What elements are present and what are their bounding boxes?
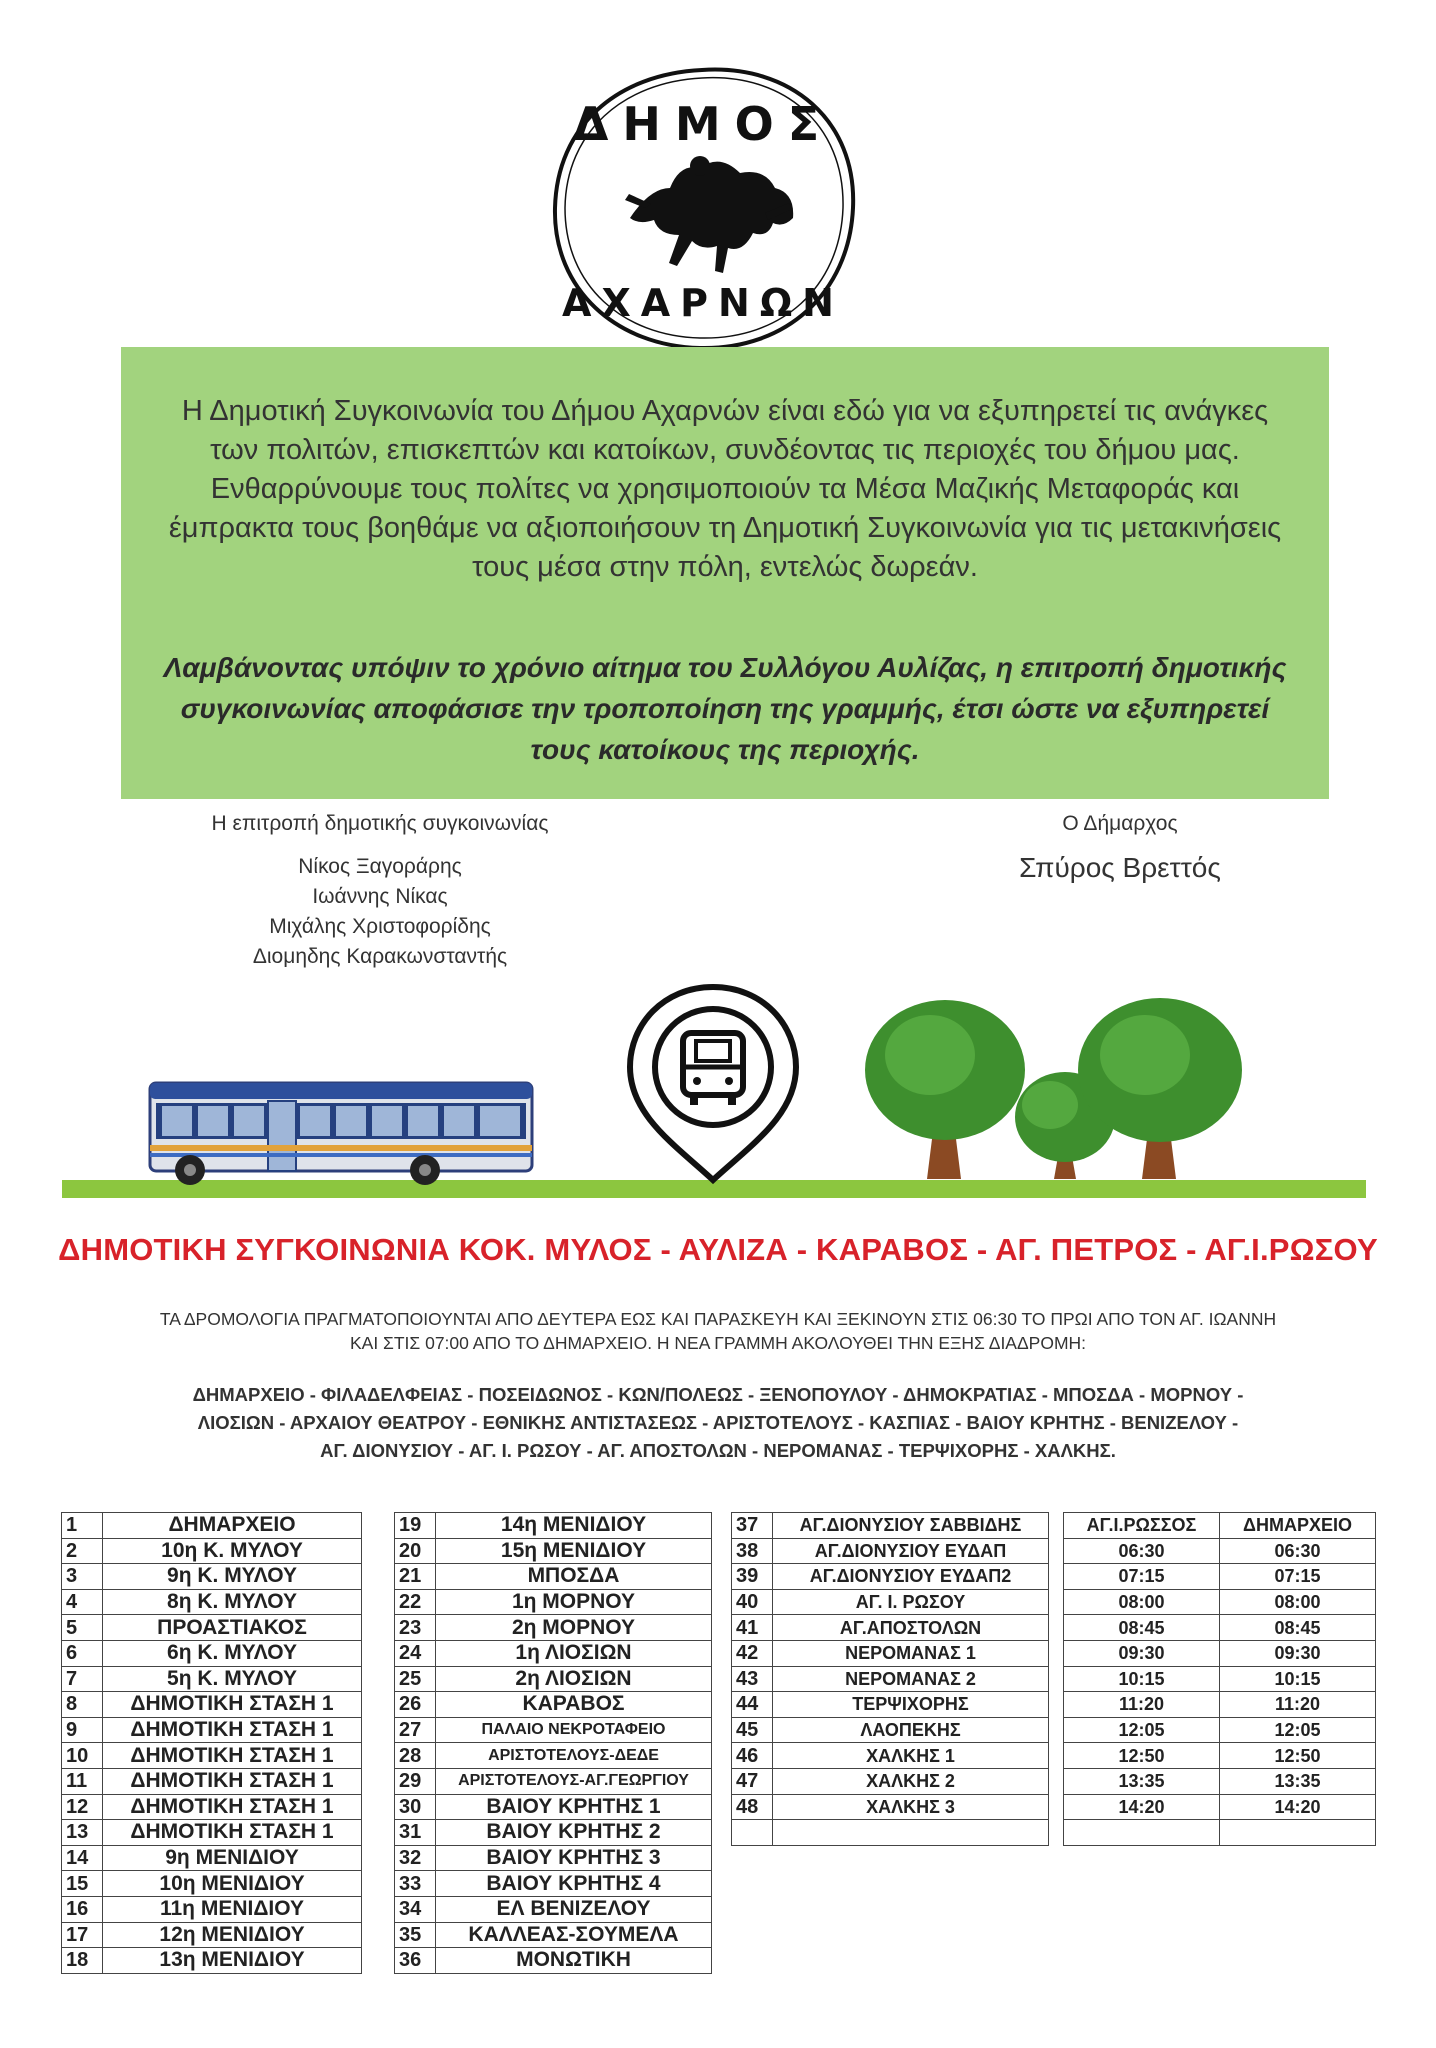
- stop-number: 32: [395, 1845, 436, 1871]
- stop-name: ΔΗΜΟΤΙΚΗ ΣΤΑΣΗ 1: [103, 1692, 362, 1718]
- stop-row: [62, 1896, 362, 1922]
- stop-number: 22: [395, 1589, 436, 1615]
- stop-row: [732, 1666, 1049, 1692]
- stop-number: 46: [732, 1743, 773, 1769]
- intro-highlight: Λαμβάνοντας υπόψιν το χρόνιο αίτημα του Συλλόγου Αυλίζας, η επιτροπή δημοτικής συγκοινωνίας αποφάσισε την τροποποίηση της γραμμής, έτσι ώστε να εξυπηρετεί τους κατοίκους της περιοχής.: [163, 652, 1287, 765]
- timetable-row: [1064, 1743, 1376, 1769]
- stop-row: [395, 1640, 712, 1666]
- stop-number: 24: [395, 1640, 436, 1666]
- stop-number: 27: [395, 1717, 436, 1743]
- stop-number: 20: [395, 1538, 436, 1564]
- stops-table-1: [61, 1512, 362, 1974]
- stop-row: [62, 1871, 362, 1897]
- stop-number: 44: [732, 1692, 773, 1718]
- stop-number: 30: [395, 1794, 436, 1820]
- stop-name: 13η ΜΕΝΙΔΙΟΥ: [103, 1948, 362, 1974]
- stop-name: [773, 1820, 1049, 1846]
- departure-time: 11:20: [1064, 1692, 1220, 1718]
- departure-time: 06:30: [1220, 1538, 1376, 1564]
- stop-name: 2η ΛΙΟΣΙΩΝ: [436, 1666, 712, 1692]
- itinerary-line: ΛΙΟΣΙΩΝ - ΑΡΧΑΙΟΥ ΘΕΑΤΡΟΥ - ΕΘΝΙΚΗΣ ΑΝΤΙΣΤΑΣΕΩΣ - ΑΡΙΣΤΟΤΕΛΟΥΣ - ΚΑΣΠΙΑΣ - ΒΑΙΟΥ ΚΡΗΤΗΣ - ΒΕΝΙΖΕΛΟΥ -: [197, 1412, 1239, 1433]
- committee-member: Νίκος Ξαγοράρης: [298, 855, 462, 878]
- municipality-logo: [535, 58, 870, 358]
- departure-time: 08:00: [1220, 1589, 1376, 1615]
- committee-title: Η επιτροπή δημοτικής συγκοινωνίας: [211, 812, 549, 835]
- stop-number: 35: [395, 1922, 436, 1948]
- itinerary: [90, 1381, 1346, 1465]
- timetable-header: [1064, 1513, 1376, 1539]
- stop-number: 14: [62, 1845, 103, 1871]
- schedule-info: [90, 1307, 1346, 1355]
- stop-number: 25: [395, 1666, 436, 1692]
- stop-name: ΑΡΙΣΤΟΤΕΛΟΥΣ-ΔΕΔΕ: [436, 1743, 712, 1769]
- departure-time: 10:15: [1064, 1666, 1220, 1692]
- stop-row: [732, 1820, 1049, 1846]
- stop-name: ΚΑΡΑΒΟΣ: [436, 1692, 712, 1718]
- stop-number: 15: [62, 1871, 103, 1897]
- stop-row: [395, 1871, 712, 1897]
- stop-number: 17: [62, 1922, 103, 1948]
- stop-name: 6η Κ. ΜΥΛΟΥ: [103, 1640, 362, 1666]
- empty-cell: [1064, 1820, 1220, 1846]
- stop-row: [395, 1538, 712, 1564]
- stop-row: [395, 1513, 712, 1539]
- stop-row: [62, 1922, 362, 1948]
- stop-number: 21: [395, 1564, 436, 1590]
- stop-row: [395, 1768, 712, 1794]
- stop-name: ΜΠΟΣΔΑ: [436, 1564, 712, 1590]
- illustration: [0, 975, 1436, 1205]
- intro-paragraph: Η Δημοτική Συγκοινωνία του Δήμου Αχαρνών είναι εδώ για να εξυπηρετεί τις ανάγκες των πολιτών, επισκεπτών και κατοίκων, συνδέοντας τις περιοχές του δήμου μας. Ενθαρρύνουμε τους πολίτες να χρησιμοποιούν τα Μέσα Μαζικής Μεταφοράς και έμπρακτα τους βοηθάμε να αξιοποιήσουν τη Δημοτική Συγκοινωνία για τις μετακινήσεις τους μέσα στην πόλη, εντελώς δωρεάν.: [168, 395, 1282, 583]
- departure-time: 08:00: [1064, 1589, 1220, 1615]
- stop-number: 48: [732, 1794, 773, 1820]
- committee-members: [150, 852, 610, 972]
- stop-name: ΒΑΙΟΥ ΚΡΗΤΗΣ 4: [436, 1871, 712, 1897]
- stop-name: 10η Κ. ΜΥΛΟΥ: [103, 1538, 362, 1564]
- timetable-column-header: ΔΗΜΑΡΧΕΙΟ: [1220, 1513, 1376, 1539]
- stop-name: 2η ΜΟΡΝΟΥ: [436, 1615, 712, 1641]
- stop-number: 19: [395, 1513, 436, 1539]
- stops-table-2: [394, 1512, 712, 1974]
- stop-number: 10: [62, 1743, 103, 1769]
- stop-name: 1η ΛΙΟΣΙΩΝ: [436, 1640, 712, 1666]
- departure-time: 13:35: [1064, 1768, 1220, 1794]
- stop-name: ΑΡΙΣΤΟΤΕΛΟΥΣ-ΑΓ.ΓΕΩΡΓΙΟΥ: [436, 1768, 712, 1794]
- stop-row: [395, 1589, 712, 1615]
- stop-number: 36: [395, 1948, 436, 1974]
- stop-name: ΔΗΜΟΤΙΚΗ ΣΤΑΣΗ 1: [103, 1820, 362, 1846]
- stop-name: ΜΟΝΩΤΙΚΗ: [436, 1948, 712, 1974]
- stop-row: [732, 1564, 1049, 1590]
- stop-row: [732, 1615, 1049, 1641]
- stop-name: ΧΑΛΚΗΣ 3: [773, 1794, 1049, 1820]
- stop-row: [62, 1615, 362, 1641]
- stop-row: [62, 1820, 362, 1846]
- stop-name: 14η ΜΕΝΙΔΙΟΥ: [436, 1513, 712, 1539]
- stop-name: ΔΗΜΑΡΧΕΙΟ: [103, 1513, 362, 1539]
- stop-number: 26: [395, 1692, 436, 1718]
- stop-number: 3: [62, 1564, 103, 1590]
- stop-row: [62, 1564, 362, 1590]
- stop-number: 37: [732, 1513, 773, 1539]
- stop-name: 10η ΜΕΝΙΔΙΟΥ: [103, 1871, 362, 1897]
- stop-number: 18: [62, 1948, 103, 1974]
- departure-time: 07:15: [1220, 1564, 1376, 1590]
- stop-name: 12η ΜΕΝΙΔΙΟΥ: [103, 1922, 362, 1948]
- stop-row: [395, 1820, 712, 1846]
- stop-name: ΑΓ. Ι. ΡΩΣΟΥ: [773, 1589, 1049, 1615]
- stop-name: ΧΑΛΚΗΣ 2: [773, 1768, 1049, 1794]
- stop-row: [732, 1513, 1049, 1539]
- stop-name: ΒΑΙΟΥ ΚΡΗΤΗΣ 3: [436, 1845, 712, 1871]
- mayor-signature: [990, 810, 1250, 886]
- timetable-row: [1064, 1768, 1376, 1794]
- committee-member: Διομηδης Καρακωνσταντής: [252, 945, 508, 968]
- stop-number: 34: [395, 1896, 436, 1922]
- stop-row: [62, 1743, 362, 1769]
- stop-number: 13: [62, 1820, 103, 1846]
- stop-number: 40: [732, 1589, 773, 1615]
- stop-number: 6: [62, 1640, 103, 1666]
- stop-name: ΠΡΟΑΣΤΙΑΚΟΣ: [103, 1615, 362, 1641]
- stop-number: 42: [732, 1640, 773, 1666]
- timetable-row: [1064, 1538, 1376, 1564]
- stop-row: [732, 1692, 1049, 1718]
- committee-signature: [150, 810, 610, 972]
- stop-row: [62, 1845, 362, 1871]
- stop-number: 31: [395, 1820, 436, 1846]
- timetable-row: [1064, 1692, 1376, 1718]
- stop-name: 9η ΜΕΝΙΔΙΟΥ: [103, 1845, 362, 1871]
- departure-time: 11:20: [1220, 1692, 1376, 1718]
- departure-time: 14:20: [1220, 1794, 1376, 1820]
- departure-time: 06:30: [1064, 1538, 1220, 1564]
- committee-member: Ιωάννης Νίκας: [312, 885, 448, 908]
- stops-table-3: [731, 1512, 1049, 1846]
- departure-time: 09:30: [1064, 1640, 1220, 1666]
- stop-name: ΔΗΜΟΤΙΚΗ ΣΤΑΣΗ 1: [103, 1794, 362, 1820]
- stop-name: ΝΕΡΟΜΑΝΑΣ 1: [773, 1640, 1049, 1666]
- svg-text:ΑΧΑΡΝΩΝ: ΑΧΑΡΝΩΝ: [562, 281, 844, 325]
- mayor-name: Σπύρος Βρεττός: [1019, 852, 1221, 883]
- stop-row: [732, 1538, 1049, 1564]
- stop-row: [732, 1589, 1049, 1615]
- stop-row: [395, 1692, 712, 1718]
- empty-cell: [1220, 1820, 1376, 1846]
- stop-name: 9η Κ. ΜΥΛΟΥ: [103, 1564, 362, 1590]
- departure-time: 09:30: [1220, 1640, 1376, 1666]
- stop-name: ΧΑΛΚΗΣ 1: [773, 1743, 1049, 1769]
- stop-number: 1: [62, 1513, 103, 1539]
- stop-number: 28: [395, 1743, 436, 1769]
- stop-row: [62, 1589, 362, 1615]
- schedule-line: ΤΑ ΔΡΟΜΟΛΟΓΙΑ ΠΡΑΓΜΑΤΟΠΟΙΟΥΝΤΑΙ ΑΠΟ ΔΕΥΤΕΡΑ ΕΩΣ ΚΑΙ ΠΑΡΑΣΚΕΥΗ ΚΑΙ ΞΕΚΙΝΟΥΝ ΣΤΙΣ 06:30 ΤΟ ΠΡΩΙ ΑΠΟ ΤΟΝ ΑΓ. ΙΩΑΝΝΗ: [159, 1309, 1277, 1329]
- stop-row: [732, 1640, 1049, 1666]
- stop-name: 15η ΜΕΝΙΔΙΟΥ: [436, 1538, 712, 1564]
- stop-number: 2: [62, 1538, 103, 1564]
- stop-number: 11: [62, 1768, 103, 1794]
- bus-stop-pin-icon: [630, 987, 796, 1180]
- stop-name: ΔΗΜΟΤΙΚΗ ΣΤΑΣΗ 1: [103, 1717, 362, 1743]
- stop-name: 1η ΜΟΡΝΟΥ: [436, 1589, 712, 1615]
- stop-name: 5η Κ. ΜΥΛΟΥ: [103, 1666, 362, 1692]
- stop-number: 41: [732, 1615, 773, 1641]
- stop-name: ΑΓ.ΑΠΟΣΤΟΛΩΝ: [773, 1615, 1049, 1641]
- stop-row: [62, 1948, 362, 1974]
- committee-member: Μιχάλης Χριστοφορίδης: [269, 915, 491, 938]
- stop-row: [732, 1794, 1049, 1820]
- stop-number: 16: [62, 1896, 103, 1922]
- stop-number: 5: [62, 1615, 103, 1641]
- departure-time: 13:35: [1220, 1768, 1376, 1794]
- intro-panel: [121, 347, 1329, 799]
- stop-number: 39: [732, 1564, 773, 1590]
- schedule-line: ΚΑΙ ΣΤΙΣ 07:00 ΑΠΟ ΤΟ ΔΗΜΑΡΧΕΙΟ. Η ΝΕΑ ΓΡΑΜΜΗ ΑΚΟΛΟΥΘΕΙ ΤΗΝ ΕΞΗΣ ΔΙΑΔΡΟΜΗ:: [349, 1333, 1087, 1353]
- itinerary-line: ΔΗΜΑΡΧΕΙΟ - ΦΙΛΑΔΕΛΦΕΙΑΣ - ΠΟΣΕΙΔΩΝΟΣ - ΚΩΝ/ΠΟΛΕΩΣ - ΞΕΝΟΠΟΥΛΟΥ - ΔΗΜΟΚΡΑΤΙΑΣ - ΜΠΟΣΔΑ - ΜΟΡΝΟΥ -: [192, 1384, 1244, 1405]
- timetable-row: [1064, 1589, 1376, 1615]
- timetable-row: [1064, 1794, 1376, 1820]
- stop-row: [62, 1513, 362, 1539]
- trees-icon: [865, 998, 1242, 1179]
- stop-name: ΔΗΜΟΤΙΚΗ ΣΤΑΣΗ 1: [103, 1743, 362, 1769]
- stop-row: [62, 1666, 362, 1692]
- stop-number: 47: [732, 1768, 773, 1794]
- stop-name: ΒΑΙΟΥ ΚΡΗΤΗΣ 2: [436, 1820, 712, 1846]
- svg-text:ΔΗΜΟΣ: ΔΗΜΟΣ: [572, 97, 834, 151]
- stop-number: 9: [62, 1717, 103, 1743]
- stop-row: [395, 1564, 712, 1590]
- timetable-row: [1064, 1820, 1376, 1846]
- route-title: ΔΗΜΟΤΙΚΗ ΣΥΓΚΟΙΝΩΝΙΑ ΚΟΚ. ΜΥΛΟΣ - ΑΥΛΙΖΑ - ΚΑΡΑΒΟΣ - ΑΓ. ΠΕΤΡΟΣ - ΑΓ.Ι.ΡΩΣΟΥ: [58, 1232, 1378, 1267]
- timetable-row: [1064, 1717, 1376, 1743]
- departure-time: 12:50: [1064, 1743, 1220, 1769]
- departure-time: 07:15: [1064, 1564, 1220, 1590]
- departure-time: 08:45: [1220, 1615, 1376, 1641]
- stop-name: ΤΕΡΨΙΧΟΡΗΣ: [773, 1692, 1049, 1718]
- stop-number: 12: [62, 1794, 103, 1820]
- stop-row: [62, 1640, 362, 1666]
- stop-row: [395, 1896, 712, 1922]
- stop-name: 8η Κ. ΜΥΛΟΥ: [103, 1589, 362, 1615]
- stop-number: 7: [62, 1666, 103, 1692]
- timetable: [1063, 1512, 1376, 1846]
- stop-name: ΠΑΛΑΙΟ ΝΕΚΡΟΤΑΦΕΙΟ: [436, 1717, 712, 1743]
- stop-row: [732, 1768, 1049, 1794]
- stop-row: [395, 1845, 712, 1871]
- bus-icon: [150, 1083, 532, 1185]
- departure-time: 08:45: [1064, 1615, 1220, 1641]
- stop-number: 29: [395, 1768, 436, 1794]
- stop-row: [62, 1717, 362, 1743]
- stop-row: [62, 1538, 362, 1564]
- timetable-row: [1064, 1564, 1376, 1590]
- stop-row: [395, 1615, 712, 1641]
- stop-number: 38: [732, 1538, 773, 1564]
- stop-row: [62, 1692, 362, 1718]
- stop-number: 45: [732, 1717, 773, 1743]
- stop-name: 11η ΜΕΝΙΔΙΟΥ: [103, 1896, 362, 1922]
- stop-name: ΒΑΙΟΥ ΚΡΗΤΗΣ 1: [436, 1794, 712, 1820]
- stop-row: [395, 1666, 712, 1692]
- stop-number: [732, 1820, 773, 1846]
- stop-name: ΕΛ ΒΕΝΙΖΕΛΟΥ: [436, 1896, 712, 1922]
- timetable-row: [1064, 1666, 1376, 1692]
- stop-row: [395, 1794, 712, 1820]
- stop-number: 23: [395, 1615, 436, 1641]
- stop-name: ΝΕΡΟΜΑΝΑΣ 2: [773, 1666, 1049, 1692]
- departure-time: 12:50: [1220, 1743, 1376, 1769]
- stop-row: [395, 1743, 712, 1769]
- stop-name: ΑΓ.ΔΙΟΝΥΣΙΟΥ ΕΥΔΑΠ: [773, 1538, 1049, 1564]
- stop-row: [62, 1768, 362, 1794]
- departure-time: 10:15: [1220, 1666, 1376, 1692]
- stop-row: [62, 1794, 362, 1820]
- departure-time: 14:20: [1064, 1794, 1220, 1820]
- stop-row: [732, 1743, 1049, 1769]
- stop-name: ΚΑΛΛΕΑΣ-ΣΟΥΜΕΛΑ: [436, 1922, 712, 1948]
- timetable-row: [1064, 1615, 1376, 1641]
- departure-time: 12:05: [1064, 1717, 1220, 1743]
- stop-number: 8: [62, 1692, 103, 1718]
- stop-name: ΑΓ.ΔΙΟΝΥΣΙΟΥ ΕΥΔΑΠ2: [773, 1564, 1049, 1590]
- stop-row: [395, 1948, 712, 1974]
- stop-name: ΔΗΜΟΤΙΚΗ ΣΤΑΣΗ 1: [103, 1768, 362, 1794]
- timetable-column-header: ΑΓ.Ι.ΡΩΣΣΟΣ: [1064, 1513, 1220, 1539]
- itinerary-line: ΑΓ. ΔΙΟΝΥΣΙΟΥ - ΑΓ. Ι. ΡΩΣΟΥ - ΑΓ. ΑΠΟΣΤΟΛΩΝ - ΝΕΡΟΜΑΝΑΣ - ΤΕΡΨΙΧΟΡΗΣ - ΧΑΛΚΗΣ.: [320, 1440, 1116, 1461]
- stop-number: 33: [395, 1871, 436, 1897]
- stop-row: [395, 1922, 712, 1948]
- stop-number: 4: [62, 1589, 103, 1615]
- stop-name: ΑΓ.ΔΙΟΝΥΣΙΟΥ ΣΑΒΒΙΔΗΣ: [773, 1513, 1049, 1539]
- stop-name: ΛΑΟΠΕΚΗΣ: [773, 1717, 1049, 1743]
- stop-row: [732, 1717, 1049, 1743]
- departure-time: 12:05: [1220, 1717, 1376, 1743]
- stop-row: [395, 1717, 712, 1743]
- timetable-row: [1064, 1640, 1376, 1666]
- mayor-title: Ο Δήμαρχος: [1062, 812, 1178, 835]
- stop-number: 43: [732, 1666, 773, 1692]
